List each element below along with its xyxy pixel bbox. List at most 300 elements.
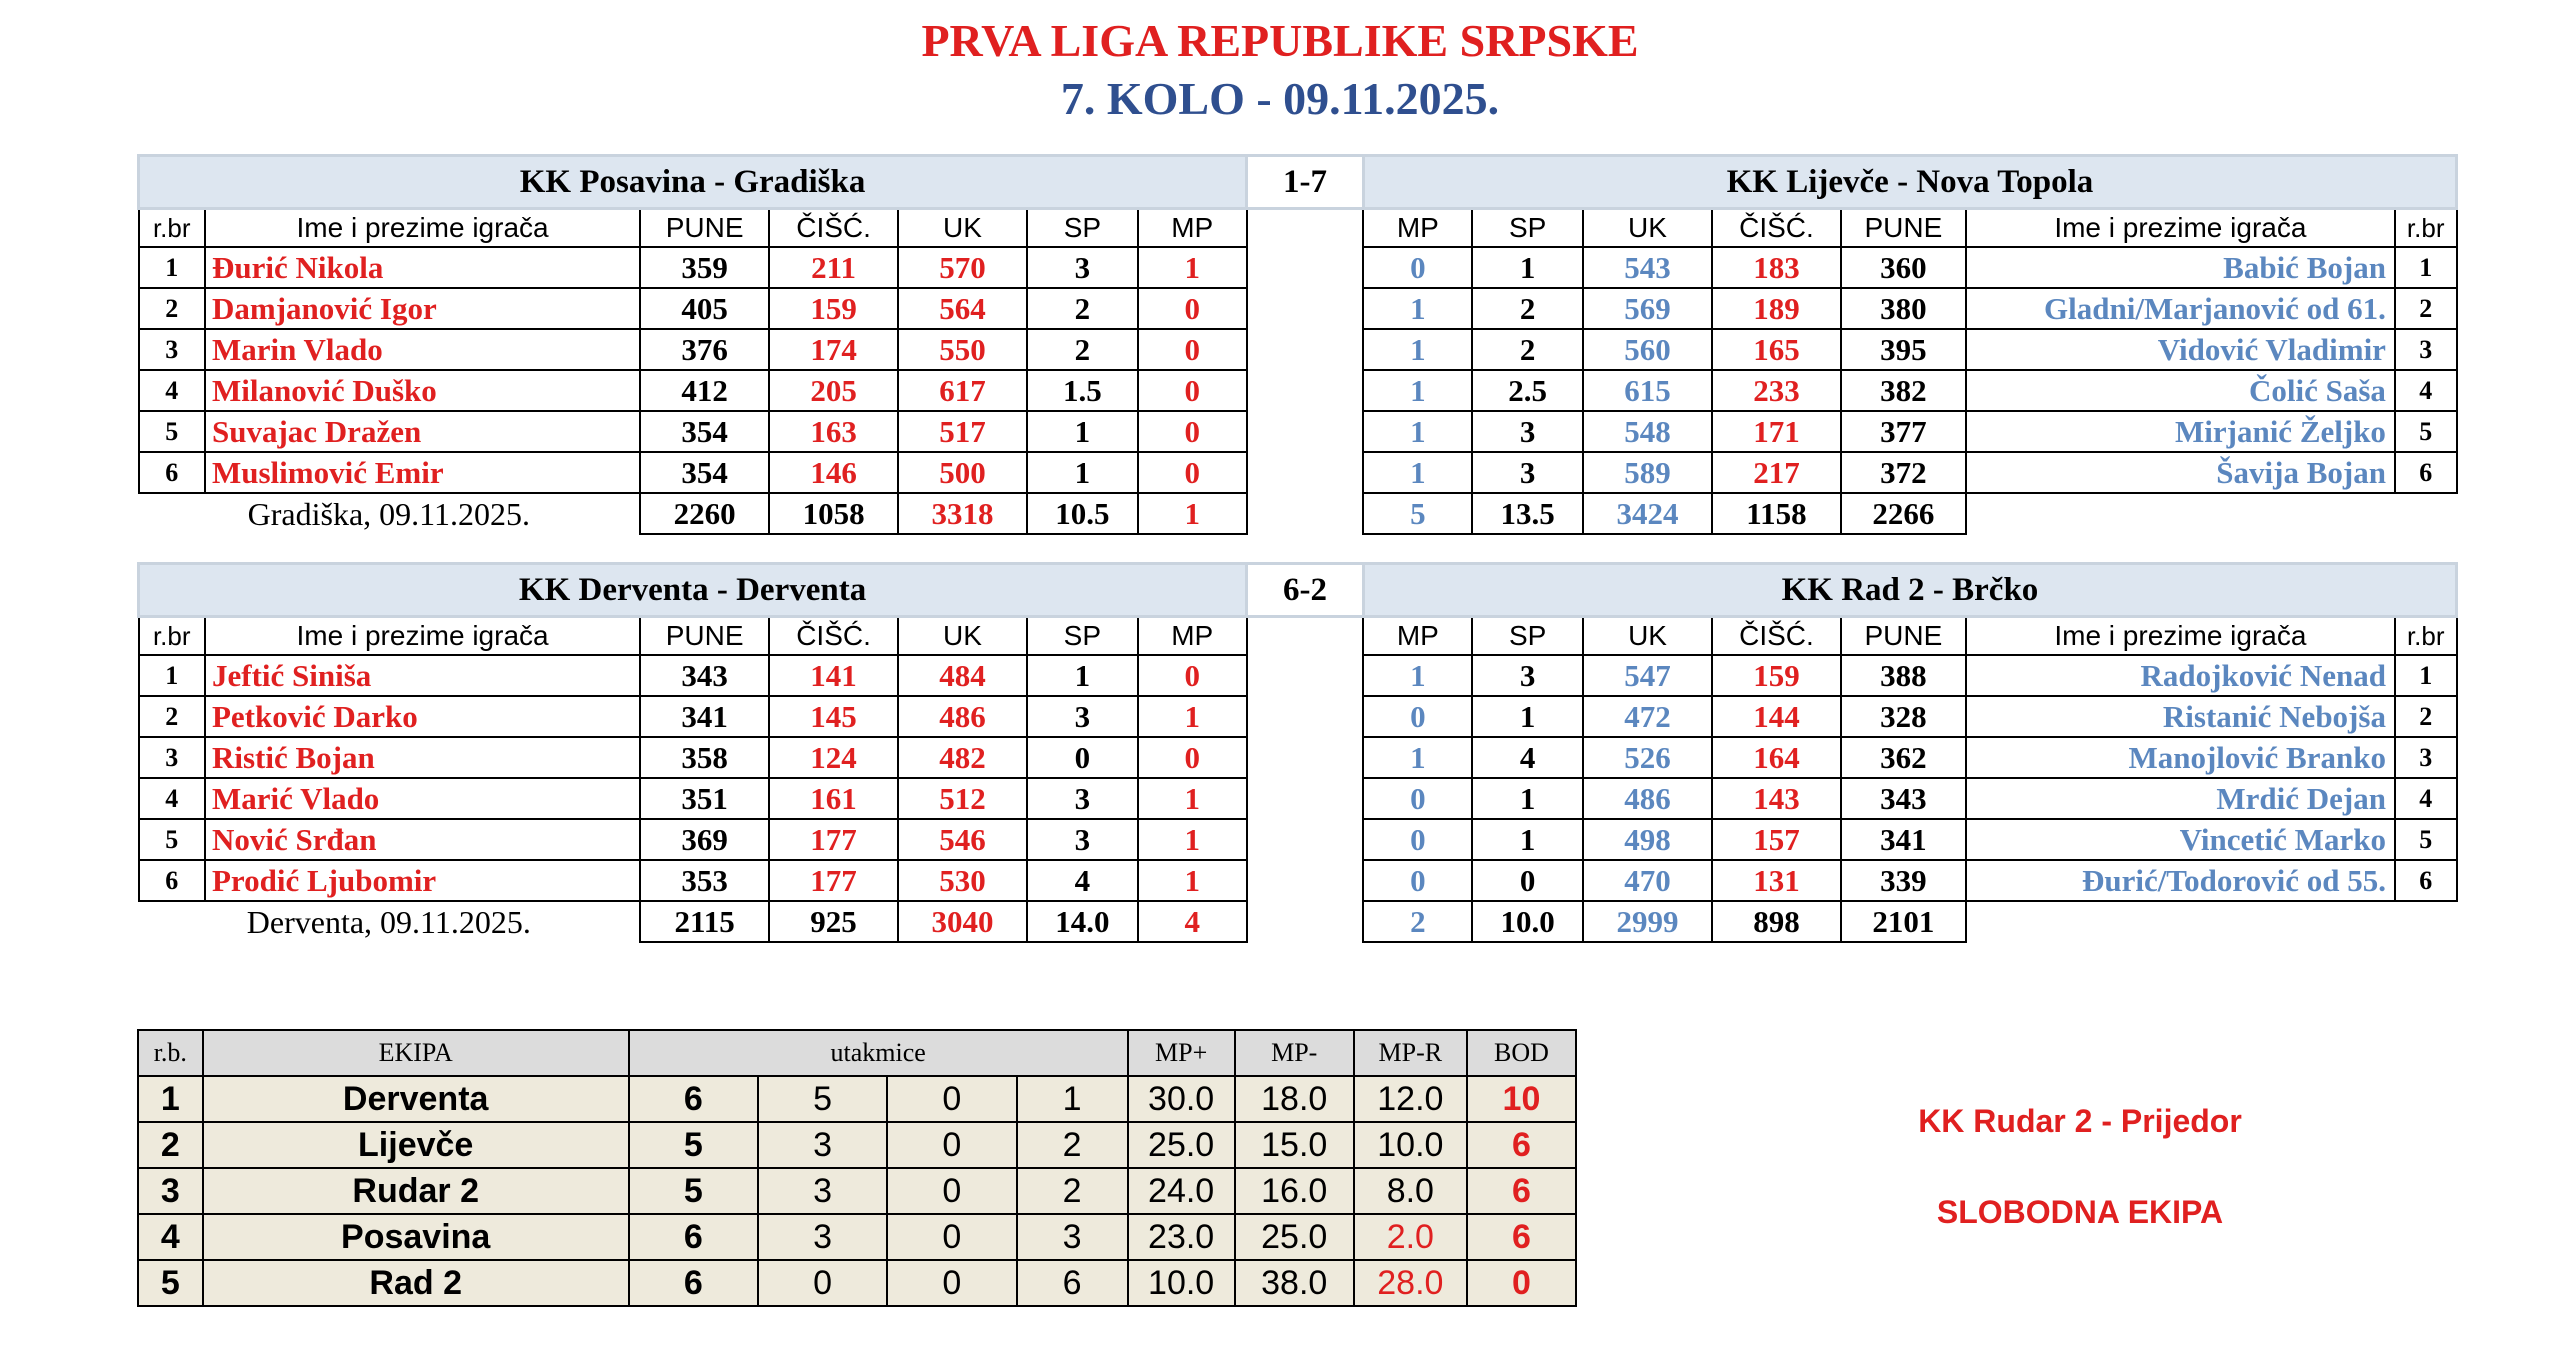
home-sp: 3 bbox=[1027, 696, 1138, 737]
away-mp: 1 bbox=[1363, 288, 1472, 329]
home-player-name: Petković Darko bbox=[205, 696, 640, 737]
column-gap bbox=[1247, 860, 1364, 901]
standings-table bbox=[137, 1029, 1577, 1307]
home-uk: 530 bbox=[898, 860, 1027, 901]
away-team-name: KK Lijevče - Nova Topola bbox=[1363, 156, 2456, 209]
home-total-pune: 2115 bbox=[640, 901, 769, 942]
column-gap bbox=[1247, 329, 1364, 370]
column-header-right: UK bbox=[1583, 209, 1712, 248]
away-player-name: Vidović Vladimir bbox=[1966, 329, 2395, 370]
home-total-mp: 4 bbox=[1138, 901, 1247, 942]
home-sp: 3 bbox=[1027, 819, 1138, 860]
column-header-left: PUNE bbox=[640, 617, 769, 656]
home-mp: 0 bbox=[1138, 737, 1247, 778]
column-header-right: MP bbox=[1363, 209, 1472, 248]
standings-mp-plus: 23.0 bbox=[1128, 1214, 1235, 1260]
player-row bbox=[139, 737, 2457, 778]
free-team-label: SLOBODNA EKIPA bbox=[1936, 1194, 2224, 1230]
row-number: 2 bbox=[139, 696, 205, 737]
standings-header-matches: utakmice bbox=[629, 1030, 1128, 1076]
standings-row bbox=[138, 1214, 1576, 1260]
standings-row bbox=[138, 1260, 1576, 1306]
home-total-uk: 3040 bbox=[898, 901, 1027, 942]
row-number: 6 bbox=[2395, 452, 2457, 493]
free-team-name: KK Rudar 2 - Prijedor bbox=[1918, 1103, 2242, 1139]
standings-mp-minus: 25.0 bbox=[1235, 1214, 1354, 1260]
home-sp: 2 bbox=[1027, 329, 1138, 370]
column-gap bbox=[1247, 655, 1364, 696]
away-mp: 1 bbox=[1363, 737, 1472, 778]
row-number: 1 bbox=[139, 655, 205, 696]
home-sp: 2 bbox=[1027, 288, 1138, 329]
row-number: 3 bbox=[2395, 329, 2457, 370]
away-sp: 3 bbox=[1472, 655, 1583, 696]
away-mp: 0 bbox=[1363, 819, 1472, 860]
column-gap bbox=[1247, 370, 1364, 411]
player-row bbox=[139, 778, 2457, 819]
home-pune: 343 bbox=[640, 655, 769, 696]
standings-mp-plus: 30.0 bbox=[1128, 1076, 1235, 1122]
row-number: 2 bbox=[2395, 288, 2457, 329]
home-total-sp: 10.5 bbox=[1027, 493, 1138, 534]
totals-row bbox=[139, 493, 2457, 534]
away-total-mp: 2 bbox=[1363, 901, 1472, 942]
home-player-name: Marin Vlado bbox=[205, 329, 640, 370]
away-sp: 3 bbox=[1472, 411, 1583, 452]
match-score: 1-7 bbox=[1247, 156, 1364, 209]
away-cisc: 131 bbox=[1712, 860, 1841, 901]
row-number: 1 bbox=[2395, 247, 2457, 288]
away-cisc: 233 bbox=[1712, 370, 1841, 411]
away-uk: 615 bbox=[1583, 370, 1712, 411]
home-sp: 1.5 bbox=[1027, 370, 1138, 411]
league-title: PRVA LIGA REPUBLIKE SRPSKE bbox=[921, 15, 1639, 66]
player-row bbox=[139, 860, 2457, 901]
home-sp: 1 bbox=[1027, 655, 1138, 696]
away-uk: 526 bbox=[1583, 737, 1712, 778]
row-number: 4 bbox=[139, 370, 205, 411]
standings-mp-r: 8.0 bbox=[1354, 1168, 1467, 1214]
home-pune: 359 bbox=[640, 247, 769, 288]
column-gap bbox=[1247, 209, 1364, 248]
away-player-name: Manojlović Branko bbox=[1966, 737, 2395, 778]
empty-cell bbox=[1966, 901, 2395, 942]
column-header-left: ČIŠĆ. bbox=[769, 209, 898, 248]
standings-played: 6 bbox=[629, 1260, 758, 1306]
home-pune: 358 bbox=[640, 737, 769, 778]
home-pune: 369 bbox=[640, 819, 769, 860]
column-header-right: r.br bbox=[2395, 617, 2457, 656]
column-header-right: PUNE bbox=[1841, 617, 1966, 656]
away-sp: 2 bbox=[1472, 288, 1583, 329]
standings-rank: 1 bbox=[138, 1076, 203, 1122]
away-player-name: Radojković Nenad bbox=[1966, 655, 2395, 696]
column-gap bbox=[1247, 901, 1364, 942]
home-player-name: Đurić Nikola bbox=[205, 247, 640, 288]
home-uk: 517 bbox=[898, 411, 1027, 452]
away-cisc: 217 bbox=[1712, 452, 1841, 493]
standings-draw: 0 bbox=[887, 1260, 1016, 1306]
standings-header-mp-r: MP-R bbox=[1354, 1030, 1467, 1076]
column-header-right: SP bbox=[1472, 617, 1583, 656]
column-header-row bbox=[139, 209, 2457, 248]
standings-lost: 6 bbox=[1017, 1260, 1128, 1306]
standings-draw: 0 bbox=[887, 1122, 1016, 1168]
row-number: 1 bbox=[2395, 655, 2457, 696]
standings-won: 3 bbox=[758, 1168, 887, 1214]
away-total-sp: 10.0 bbox=[1472, 901, 1583, 942]
home-mp: 1 bbox=[1138, 860, 1247, 901]
away-pune: 341 bbox=[1841, 819, 1966, 860]
home-player-name: Suvajac Dražen bbox=[205, 411, 640, 452]
away-cisc: 144 bbox=[1712, 696, 1841, 737]
column-header-left: r.br bbox=[139, 617, 205, 656]
away-pune: 362 bbox=[1841, 737, 1966, 778]
home-cisc: 145 bbox=[769, 696, 898, 737]
home-player-name: Muslimović Emir bbox=[205, 452, 640, 493]
home-pune: 351 bbox=[640, 778, 769, 819]
home-cisc: 177 bbox=[769, 819, 898, 860]
standings-mp-minus: 16.0 bbox=[1235, 1168, 1354, 1214]
home-cisc: 211 bbox=[769, 247, 898, 288]
column-header-left: SP bbox=[1027, 617, 1138, 656]
player-row bbox=[139, 819, 2457, 860]
column-header-right: r.br bbox=[2395, 209, 2457, 248]
column-header-left: MP bbox=[1138, 209, 1247, 248]
away-sp: 1 bbox=[1472, 247, 1583, 288]
row-number: 3 bbox=[2395, 737, 2457, 778]
home-pune: 354 bbox=[640, 411, 769, 452]
column-gap bbox=[1247, 737, 1364, 778]
standings-row bbox=[138, 1168, 1576, 1214]
standings-won: 3 bbox=[758, 1122, 887, 1168]
home-mp: 1 bbox=[1138, 696, 1247, 737]
column-header-left: SP bbox=[1027, 209, 1138, 248]
home-player-name: Jeftić Siniša bbox=[205, 655, 640, 696]
standings-rank: 4 bbox=[138, 1214, 203, 1260]
home-player-name: Marić Vlado bbox=[205, 778, 640, 819]
standings-played: 6 bbox=[629, 1076, 758, 1122]
row-number: 4 bbox=[2395, 370, 2457, 411]
standings-header-team: EKIPA bbox=[203, 1030, 629, 1076]
standings-header-bod: BOD bbox=[1467, 1030, 1576, 1076]
player-row bbox=[139, 288, 2457, 329]
column-header-left: Ime i prezime igrača bbox=[205, 617, 640, 656]
home-uk: 484 bbox=[898, 655, 1027, 696]
column-header-right: SP bbox=[1472, 209, 1583, 248]
row-number: 5 bbox=[139, 819, 205, 860]
away-sp: 3 bbox=[1472, 452, 1583, 493]
away-player-name: Mirjanić Željko bbox=[1966, 411, 2395, 452]
standings-header-row bbox=[138, 1030, 1576, 1076]
home-cisc: 174 bbox=[769, 329, 898, 370]
away-pune: 377 bbox=[1841, 411, 1966, 452]
row-number: 3 bbox=[139, 737, 205, 778]
standings-header-mp-plus: MP+ bbox=[1128, 1030, 1235, 1076]
home-mp: 0 bbox=[1138, 655, 1247, 696]
totals-row bbox=[139, 901, 2457, 942]
empty-cell bbox=[2395, 493, 2457, 534]
standings-lost: 1 bbox=[1017, 1076, 1128, 1122]
player-row bbox=[139, 329, 2457, 370]
standings-points: 10 bbox=[1467, 1076, 1576, 1122]
away-cisc: 157 bbox=[1712, 819, 1841, 860]
standings-mp-minus: 15.0 bbox=[1235, 1122, 1354, 1168]
away-pune: 343 bbox=[1841, 778, 1966, 819]
column-header-left: ČIŠĆ. bbox=[769, 617, 898, 656]
home-sp: 1 bbox=[1027, 411, 1138, 452]
home-uk: 486 bbox=[898, 696, 1027, 737]
home-pune: 341 bbox=[640, 696, 769, 737]
standings-mp-r: 10.0 bbox=[1354, 1122, 1467, 1168]
player-row bbox=[139, 411, 2457, 452]
column-gap bbox=[1247, 247, 1364, 288]
home-cisc: 141 bbox=[769, 655, 898, 696]
standings-points: 6 bbox=[1467, 1122, 1576, 1168]
standings-team: Derventa bbox=[203, 1076, 629, 1122]
column-header-left: r.br bbox=[139, 209, 205, 248]
away-player-name: Đurić/Todorović od 55. bbox=[1966, 860, 2395, 901]
column-gap bbox=[1247, 778, 1364, 819]
standings-header-mp-minus: MP- bbox=[1235, 1030, 1354, 1076]
standings-won: 5 bbox=[758, 1076, 887, 1122]
column-header-right: ČIŠĆ. bbox=[1712, 617, 1841, 656]
home-uk: 500 bbox=[898, 452, 1027, 493]
home-cisc: 205 bbox=[769, 370, 898, 411]
standings-won: 3 bbox=[758, 1214, 887, 1260]
home-player-name: Prodić Ljubomir bbox=[205, 860, 640, 901]
away-mp: 1 bbox=[1363, 411, 1472, 452]
empty-cell bbox=[2395, 901, 2457, 942]
home-team-name: KK Posavina - Gradiška bbox=[139, 156, 1247, 209]
row-number: 4 bbox=[2395, 778, 2457, 819]
round-title: 7. KOLO - 09.11.2025. bbox=[1060, 73, 1500, 124]
home-mp: 0 bbox=[1138, 411, 1247, 452]
home-sp: 3 bbox=[1027, 247, 1138, 288]
column-gap bbox=[1247, 452, 1364, 493]
place-date: Gradiška, 09.11.2025. bbox=[247, 495, 530, 532]
row-number: 6 bbox=[139, 452, 205, 493]
away-mp: 0 bbox=[1363, 860, 1472, 901]
column-gap bbox=[1247, 696, 1364, 737]
away-pune: 372 bbox=[1841, 452, 1966, 493]
row-number: 4 bbox=[139, 778, 205, 819]
home-total-sp: 14.0 bbox=[1027, 901, 1138, 942]
home-cisc: 159 bbox=[769, 288, 898, 329]
standings-points: 0 bbox=[1467, 1260, 1576, 1306]
match-table bbox=[137, 154, 2458, 535]
standings-lost: 2 bbox=[1017, 1168, 1128, 1214]
standings-team: Posavina bbox=[203, 1214, 629, 1260]
away-total-cisc: 898 bbox=[1712, 901, 1841, 942]
away-mp: 1 bbox=[1363, 370, 1472, 411]
home-pune: 354 bbox=[640, 452, 769, 493]
standings-points: 6 bbox=[1467, 1214, 1576, 1260]
away-cisc: 159 bbox=[1712, 655, 1841, 696]
away-mp: 1 bbox=[1363, 655, 1472, 696]
away-uk: 548 bbox=[1583, 411, 1712, 452]
standings-draw: 0 bbox=[887, 1168, 1016, 1214]
away-total-uk: 2999 bbox=[1583, 901, 1712, 942]
away-cisc: 189 bbox=[1712, 288, 1841, 329]
column-gap bbox=[1247, 617, 1364, 656]
place-date: Derventa, 09.11.2025. bbox=[246, 903, 531, 940]
player-row bbox=[139, 370, 2457, 411]
away-sp: 1 bbox=[1472, 819, 1583, 860]
away-player-name: Šavija Bojan bbox=[1966, 452, 2395, 493]
standings-played: 6 bbox=[629, 1214, 758, 1260]
home-player-name: Milanović Duško bbox=[205, 370, 640, 411]
home-cisc: 163 bbox=[769, 411, 898, 452]
home-mp: 0 bbox=[1138, 329, 1247, 370]
column-header-left: MP bbox=[1138, 617, 1247, 656]
standings-lost: 2 bbox=[1017, 1122, 1128, 1168]
standings-team: Rudar 2 bbox=[203, 1168, 629, 1214]
standings-draw: 0 bbox=[887, 1214, 1016, 1260]
column-header-right: MP bbox=[1363, 617, 1472, 656]
away-sp: 2 bbox=[1472, 329, 1583, 370]
standings-header-rb: r.b. bbox=[138, 1030, 203, 1076]
column-gap bbox=[1247, 819, 1364, 860]
column-gap bbox=[1247, 411, 1364, 452]
home-uk: 564 bbox=[898, 288, 1027, 329]
away-player-name: Gladni/Marjanović od 61. bbox=[1966, 288, 2395, 329]
home-uk: 570 bbox=[898, 247, 1027, 288]
away-mp: 0 bbox=[1363, 778, 1472, 819]
home-mp: 1 bbox=[1138, 819, 1247, 860]
home-sp: 4 bbox=[1027, 860, 1138, 901]
match-header-row bbox=[139, 156, 2457, 209]
away-cisc: 143 bbox=[1712, 778, 1841, 819]
away-player-name: Mrdić Dejan bbox=[1966, 778, 2395, 819]
home-total-pune: 2260 bbox=[640, 493, 769, 534]
away-player-name: Čolić Saša bbox=[1966, 370, 2395, 411]
column-header-row bbox=[139, 617, 2457, 656]
home-team-name: KK Derventa - Derventa bbox=[139, 564, 1247, 617]
away-uk: 498 bbox=[1583, 819, 1712, 860]
away-total-mp: 5 bbox=[1363, 493, 1472, 534]
standings-mp-r: 28.0 bbox=[1354, 1260, 1467, 1306]
column-header-left: UK bbox=[898, 209, 1027, 248]
column-gap bbox=[1247, 493, 1364, 534]
standings-played: 5 bbox=[629, 1168, 758, 1214]
standings-mp-minus: 38.0 bbox=[1235, 1260, 1354, 1306]
column-header-right: ČIŠĆ. bbox=[1712, 209, 1841, 248]
home-cisc: 161 bbox=[769, 778, 898, 819]
away-cisc: 164 bbox=[1712, 737, 1841, 778]
standings-row bbox=[138, 1122, 1576, 1168]
away-uk: 589 bbox=[1583, 452, 1712, 493]
standings-rank: 5 bbox=[138, 1260, 203, 1306]
home-total-cisc: 1058 bbox=[769, 493, 898, 534]
away-sp: 4 bbox=[1472, 737, 1583, 778]
away-uk: 543 bbox=[1583, 247, 1712, 288]
home-total-uk: 3318 bbox=[898, 493, 1027, 534]
standings-team: Lijevče bbox=[203, 1122, 629, 1168]
standings-mp-minus: 18.0 bbox=[1235, 1076, 1354, 1122]
row-number: 6 bbox=[2395, 860, 2457, 901]
standings-played: 5 bbox=[629, 1122, 758, 1168]
away-pune: 360 bbox=[1841, 247, 1966, 288]
away-mp: 0 bbox=[1363, 696, 1472, 737]
home-mp: 0 bbox=[1138, 288, 1247, 329]
column-header-left: Ime i prezime igrača bbox=[205, 209, 640, 248]
away-mp: 1 bbox=[1363, 452, 1472, 493]
row-number: 5 bbox=[139, 411, 205, 452]
away-pune: 382 bbox=[1841, 370, 1966, 411]
home-uk: 482 bbox=[898, 737, 1027, 778]
standings-mp-r: 2.0 bbox=[1354, 1214, 1467, 1260]
away-pune: 328 bbox=[1841, 696, 1966, 737]
column-header-right: Ime i prezime igrača bbox=[1966, 209, 2395, 248]
away-mp: 0 bbox=[1363, 247, 1472, 288]
row-number: 1 bbox=[139, 247, 205, 288]
home-sp: 0 bbox=[1027, 737, 1138, 778]
row-number: 2 bbox=[139, 288, 205, 329]
home-cisc: 177 bbox=[769, 860, 898, 901]
home-pune: 405 bbox=[640, 288, 769, 329]
home-sp: 3 bbox=[1027, 778, 1138, 819]
standings-draw: 0 bbox=[887, 1076, 1016, 1122]
player-row bbox=[139, 696, 2457, 737]
away-cisc: 171 bbox=[1712, 411, 1841, 452]
away-total-pune: 2101 bbox=[1841, 901, 1966, 942]
home-player-name: Nović Srđan bbox=[205, 819, 640, 860]
standings-rank: 3 bbox=[138, 1168, 203, 1214]
away-total-cisc: 1158 bbox=[1712, 493, 1841, 534]
away-pune: 339 bbox=[1841, 860, 1966, 901]
away-uk: 472 bbox=[1583, 696, 1712, 737]
home-mp: 0 bbox=[1138, 452, 1247, 493]
home-uk: 512 bbox=[898, 778, 1027, 819]
away-uk: 470 bbox=[1583, 860, 1712, 901]
away-cisc: 183 bbox=[1712, 247, 1841, 288]
player-row bbox=[139, 247, 2457, 288]
away-pune: 380 bbox=[1841, 288, 1966, 329]
home-uk: 546 bbox=[898, 819, 1027, 860]
away-mp: 1 bbox=[1363, 329, 1472, 370]
home-pune: 412 bbox=[640, 370, 769, 411]
column-header-right: UK bbox=[1583, 617, 1712, 656]
row-number: 3 bbox=[139, 329, 205, 370]
away-uk: 560 bbox=[1583, 329, 1712, 370]
away-sp: 0 bbox=[1472, 860, 1583, 901]
empty-cell bbox=[1966, 493, 2395, 534]
away-team-name: KK Rad 2 - Brčko bbox=[1363, 564, 2456, 617]
away-sp: 1 bbox=[1472, 778, 1583, 819]
away-cisc: 165 bbox=[1712, 329, 1841, 370]
player-row bbox=[139, 655, 2457, 696]
column-header-right: PUNE bbox=[1841, 209, 1966, 248]
home-total-cisc: 925 bbox=[769, 901, 898, 942]
away-pune: 388 bbox=[1841, 655, 1966, 696]
home-uk: 550 bbox=[898, 329, 1027, 370]
home-pune: 353 bbox=[640, 860, 769, 901]
away-uk: 569 bbox=[1583, 288, 1712, 329]
home-sp: 1 bbox=[1027, 452, 1138, 493]
standings-mp-r: 12.0 bbox=[1354, 1076, 1467, 1122]
match-header-row bbox=[139, 564, 2457, 617]
column-header-right: Ime i prezime igrača bbox=[1966, 617, 2395, 656]
match-score: 6-2 bbox=[1247, 564, 1364, 617]
standings-won: 0 bbox=[758, 1260, 887, 1306]
away-player-name: Babić Bojan bbox=[1966, 247, 2395, 288]
home-uk: 617 bbox=[898, 370, 1027, 411]
home-player-name: Damjanović Igor bbox=[205, 288, 640, 329]
home-pune: 376 bbox=[640, 329, 769, 370]
away-uk: 547 bbox=[1583, 655, 1712, 696]
row-number: 2 bbox=[2395, 696, 2457, 737]
